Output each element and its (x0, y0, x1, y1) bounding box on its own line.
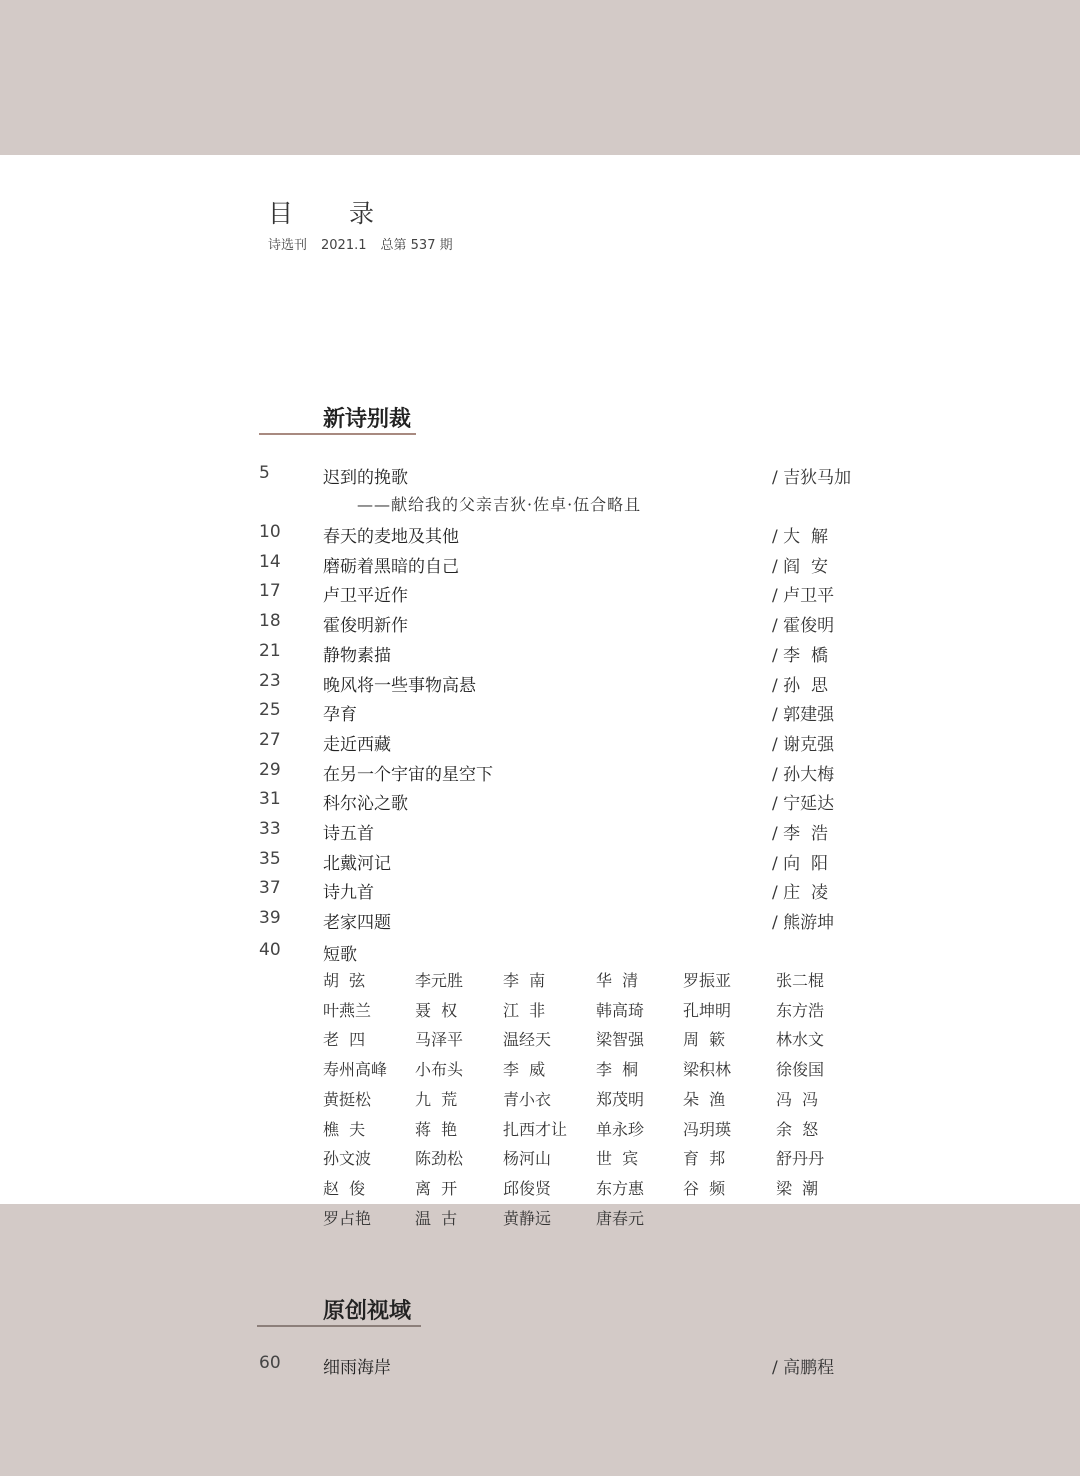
entry-author: / 高鹏程 (772, 1358, 835, 1378)
page-number: 21 (259, 641, 281, 661)
poet-name: 李 桐 (596, 1060, 639, 1080)
poet-name: 罗占艳 (323, 1208, 372, 1228)
entry-author: / 孙 思 (772, 676, 828, 696)
poet-name: 韩高琦 (596, 1000, 645, 1020)
entry-author: / 卢卫平 (772, 586, 835, 606)
poet-name: 陈劲松 (415, 1149, 464, 1169)
poet-name: 叶燕兰 (323, 1000, 372, 1020)
entry-title: 走近西藏 (323, 735, 391, 755)
page-number: 18 (259, 611, 281, 631)
page-number: 60 (259, 1353, 281, 1373)
page-number: 5 (259, 463, 270, 483)
poet-name: 唐春元 (596, 1208, 645, 1228)
section-underline-1 (259, 433, 416, 435)
poet-name: 离 开 (415, 1178, 458, 1198)
toc-entry[interactable] (0, 552, 1080, 582)
toc-entry-short-songs[interactable] (0, 940, 1080, 970)
page-number: 39 (259, 908, 281, 928)
poet-name: 小布头 (415, 1060, 464, 1080)
entry-author: / 谢克强 (772, 735, 835, 755)
toc-entry[interactable] (0, 700, 1080, 730)
poet-name: 朵 渔 (683, 1089, 726, 1109)
poet-name: 徐俊国 (776, 1060, 825, 1080)
entry-title: 老家四题 (323, 913, 391, 933)
poet-name: 孙文波 (323, 1149, 372, 1169)
poet-name: 张二棍 (776, 971, 825, 990)
poet-name: 李元胜 (415, 971, 464, 990)
entry-author: / 霍俊明 (772, 616, 835, 636)
entry-title: 细雨海岸 (323, 1358, 391, 1378)
page-number: 37 (259, 878, 281, 898)
page-number: 17 (259, 581, 281, 601)
poet-name: 李 威 (503, 1060, 546, 1080)
poet-name: 李 南 (503, 971, 546, 990)
entry-title: 静物素描 (323, 646, 391, 666)
poet-name: 青小衣 (503, 1089, 552, 1109)
poet-name: 黄挺松 (323, 1089, 372, 1109)
page-number: 31 (259, 789, 281, 809)
entry-title: 春天的麦地及其他 (323, 527, 459, 547)
poet-name: 杨河山 (503, 1149, 552, 1169)
entry-author: / 阎 安 (772, 557, 828, 577)
page-title: 目 录 (268, 199, 398, 228)
page-number: 23 (259, 671, 281, 691)
poet-name: 育 邦 (683, 1149, 726, 1169)
entry-author: / 熊游坤 (772, 913, 835, 933)
entry-title: 北戴河记 (323, 854, 391, 874)
poet-name: 梁积林 (683, 1060, 732, 1080)
toc-entry[interactable] (0, 849, 1080, 879)
poet-name: 林水文 (776, 1030, 825, 1050)
poet-name: 胡 弦 (323, 971, 366, 990)
entry-author: / 大 解 (772, 527, 828, 547)
toc-entry[interactable] (0, 581, 1080, 611)
toc-entry[interactable] (0, 878, 1080, 908)
entry-author: / 郭建强 (772, 705, 835, 725)
page-number: 25 (259, 700, 281, 720)
toc-entry[interactable] (0, 522, 1080, 552)
toc-entry[interactable] (0, 641, 1080, 671)
entry-title: 诗五首 (323, 824, 374, 844)
poet-name: 冯玥瑛 (683, 1119, 732, 1139)
journal-name: 诗选刊 (268, 238, 308, 253)
entry-author: / 庄 凌 (772, 883, 828, 903)
entry-author: / 向 阳 (772, 854, 828, 874)
poet-name: 东方浩 (776, 1000, 825, 1020)
page-number: 35 (259, 849, 281, 869)
poet-name: 邱俊贤 (503, 1178, 552, 1198)
section-heading-1: 新诗别裁 (323, 406, 412, 432)
entry-author: / 宁延达 (772, 794, 835, 814)
section-heading-2: 原创视域 (323, 1298, 412, 1324)
entry-title: 科尔沁之歌 (323, 794, 408, 814)
dedication: ——献给我的父亲吉狄·佐卓·伍合略且 (357, 495, 642, 514)
poet-name: 扎西才让 (503, 1119, 568, 1139)
entry-author: / 李 浩 (772, 824, 828, 844)
toc-entry[interactable] (0, 908, 1080, 938)
entry-title: 在另一个宇宙的星空下 (323, 765, 493, 785)
page-number: 29 (259, 760, 281, 780)
page-number: 40 (259, 940, 281, 960)
entry-title: 晚风将一些事物高悬 (323, 676, 476, 696)
poet-name: 马泽平 (415, 1030, 464, 1050)
poet-name: 谷 频 (683, 1178, 726, 1198)
poet-name: 冯 冯 (776, 1089, 819, 1109)
poet-name: 孔坤明 (683, 1000, 732, 1020)
issue-number: 2021.1 (321, 238, 367, 253)
poet-name: 华 清 (596, 971, 639, 990)
entry-title: 霍俊明新作 (323, 616, 408, 636)
poet-name: 世 宾 (596, 1149, 639, 1169)
toc-entry[interactable] (0, 730, 1080, 760)
toc-entry[interactable] (0, 1353, 1080, 1383)
poet-name: 郑茂明 (596, 1089, 645, 1109)
poet-name: 寿州高峰 (323, 1060, 388, 1080)
page-number: 14 (259, 552, 281, 572)
section-underline-2 (257, 1325, 421, 1327)
poet-name: 赵 俊 (323, 1178, 366, 1198)
poet-name: 蒋 艳 (415, 1119, 458, 1139)
toc-entry[interactable] (0, 789, 1080, 819)
poet-name: 聂 权 (415, 1000, 458, 1020)
top-band (0, 0, 1080, 155)
entry-title: 磨砺着黑暗的自己 (323, 557, 459, 577)
poet-name: 黄静远 (503, 1208, 552, 1228)
poet-name: 江 非 (503, 1000, 546, 1020)
toc-entry[interactable] (0, 463, 1080, 493)
page-number: 27 (259, 730, 281, 750)
poet-name: 周 簌 (683, 1030, 726, 1050)
poet-name: 余 怒 (776, 1119, 819, 1139)
poet-name: 梁 潮 (776, 1178, 819, 1198)
poet-name: 九 荒 (415, 1089, 458, 1109)
entry-title: 短歌 (323, 945, 357, 965)
bottom-band (0, 1204, 1080, 1476)
poet-name: 舒丹丹 (776, 1149, 825, 1169)
entry-title: 卢卫平近作 (323, 586, 408, 606)
poet-name: 温经天 (503, 1030, 552, 1050)
poet-name: 东方惠 (596, 1178, 645, 1198)
poet-name: 梁智强 (596, 1030, 645, 1050)
entry-title: 迟到的挽歌 (323, 468, 408, 488)
entry-author: / 吉狄马加 (772, 468, 852, 488)
toc-entry[interactable] (0, 819, 1080, 849)
poet-name: 老 四 (323, 1030, 366, 1050)
entry-title: 诗九首 (323, 883, 374, 903)
poet-name: 罗振亚 (683, 971, 732, 990)
page-number: 10 (259, 522, 281, 542)
entry-title: 孕育 (323, 705, 357, 725)
entry-author: / 李 橋 (772, 646, 828, 666)
poet-name: 温 古 (415, 1208, 458, 1228)
issue-info (268, 234, 467, 253)
toc-entry[interactable] (0, 671, 1080, 701)
poet-name: 樵 夫 (323, 1119, 366, 1139)
page-number: 33 (259, 819, 281, 839)
poet-name: 单永珍 (596, 1119, 645, 1139)
toc-entry[interactable] (0, 611, 1080, 641)
total-issue: 总第 537 期 (380, 238, 453, 253)
toc-entry[interactable] (0, 760, 1080, 790)
entry-author: / 孙大梅 (772, 765, 835, 785)
